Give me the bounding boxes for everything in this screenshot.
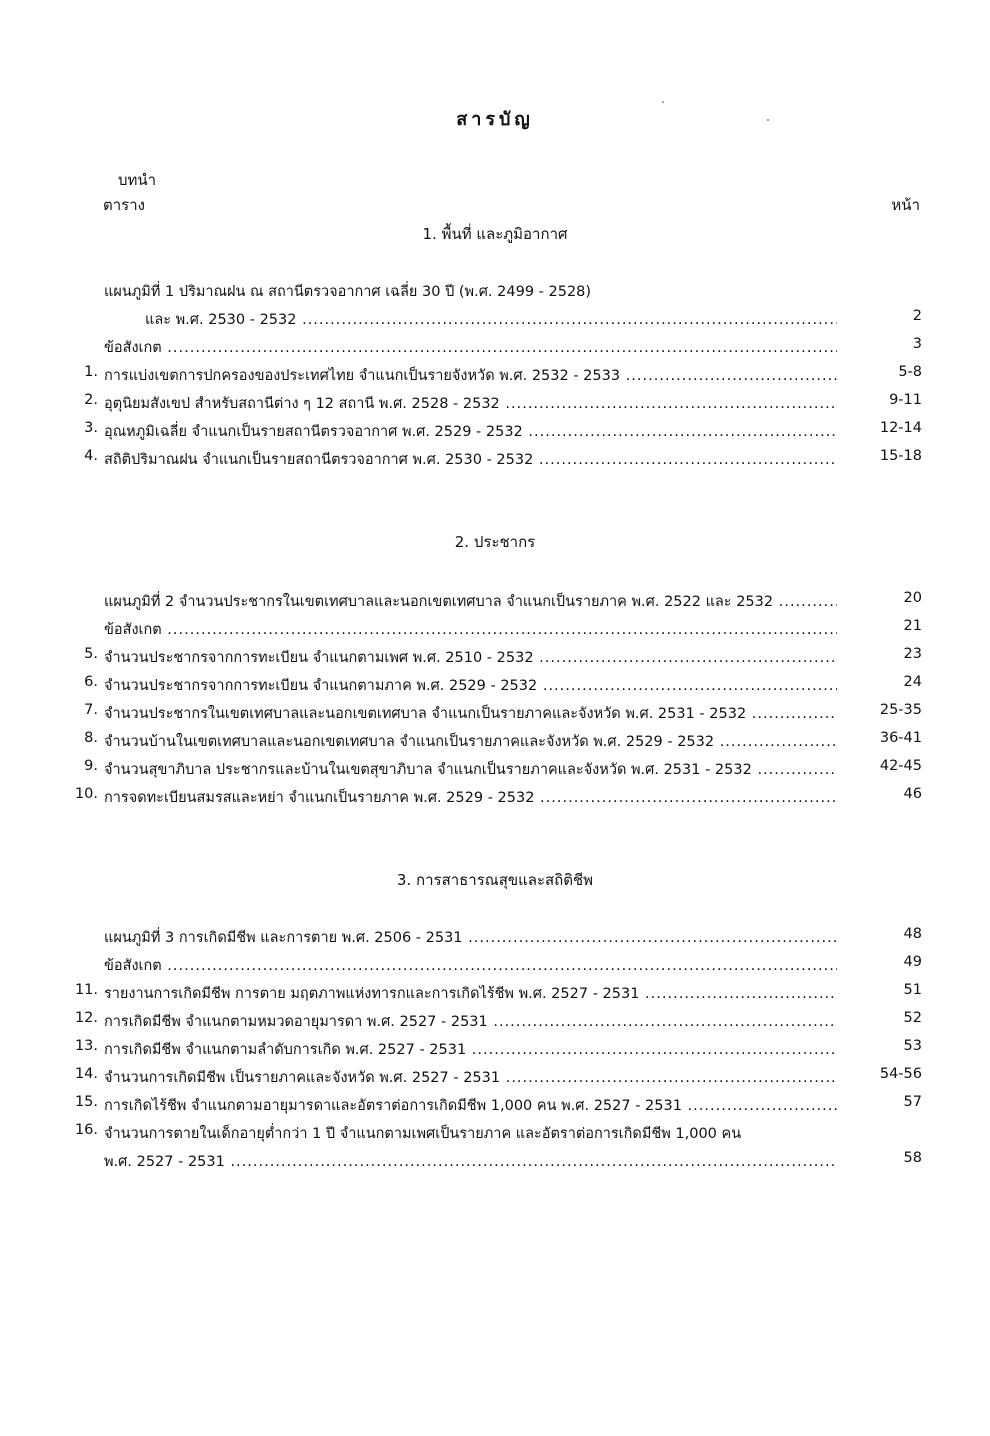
entry-title: และ พ.ศ. 2530 - 2532 ..... — [145, 308, 837, 331]
toc-entry[interactable] — [60, 392, 922, 418]
toc-entry[interactable] — [60, 730, 922, 756]
scan-speck — [662, 101, 664, 103]
entry-number: 14. — [74, 1066, 98, 1082]
entry-number: 11. — [74, 982, 98, 998]
entry-number: 6. — [84, 674, 98, 690]
entry-title: จำนวนการเกิดมีชีพ เป็นรายภาคและจังหวัด พ.ศ. 2527 - 2531 ..... — [104, 1066, 837, 1089]
entry-page-number: 2 — [912, 308, 922, 324]
entry-number: 12. — [74, 1010, 98, 1026]
entry-title: แผนภูมิที่ 1 ปริมาณฝน ณ สถานีตรวจอากาศ เฉลี่ย 30 ปี (พ.ศ. 2499 - 2528) — [104, 284, 592, 300]
entry-page-number: 23 — [903, 646, 922, 662]
entry-number: 7. — [84, 702, 98, 718]
entry-title: การเกิดมีชีพ จำแนกตามลำดับการเกิด พ.ศ. 2527 - 2531 ..... — [104, 1038, 837, 1061]
toc-entry[interactable] — [60, 448, 922, 474]
entry-number: 3. — [84, 420, 98, 436]
toc-entry[interactable] — [60, 982, 922, 1008]
section-heading: 1. พื้นที่ และภูมิอากาศ — [422, 225, 568, 243]
toc-entry[interactable] — [60, 1038, 922, 1064]
entry-title: สถิติปริมาณฝน จำแนกเป็นรายสถานีตรวจอากาศ พ.ศ. 2530 - 2532 ..... — [104, 448, 837, 471]
toc-entry[interactable] — [60, 954, 922, 980]
entry-page-number: 5-8 — [898, 364, 922, 380]
scan-speck — [767, 119, 769, 121]
toc-entry[interactable] — [60, 1150, 922, 1176]
entry-title: ข้อสังเกต ..... — [104, 618, 837, 641]
entry-number: 15. — [74, 1094, 98, 1110]
section-heading: 3. การสาธารณสุขและสถิติชีพ — [396, 871, 594, 889]
entry-title: การจดทะเบียนสมรสและหย่า จำแนกเป็นรายภาค พ.ศ. 2529 - 2532 ..... — [104, 786, 837, 809]
entry-title: อุณหภูมิเฉลี่ย จำแนกเป็นรายสถานีตรวจอากาศ พ.ศ. 2529 - 2532 ..... — [104, 420, 837, 443]
toc-entry[interactable] — [60, 1122, 922, 1148]
entry-title: จำนวนสุขาภิบาล ประชากรและบ้านในเขตสุขาภิบาล จำแนกเป็นรายภาคและจังหวัด พ.ศ. 2531 - 2532 ..... — [104, 758, 837, 781]
entry-page-number: 36-41 — [879, 730, 922, 746]
toc-entry[interactable] — [60, 308, 922, 334]
toc-entry[interactable] — [60, 758, 922, 784]
entry-page-number: 24 — [903, 674, 922, 690]
entry-title: รายงานการเกิดมีชีพ การตาย มฤตภาพแห่งทารกและการเกิดไร้ชีพ พ.ศ. 2527 - 2531 ..... — [104, 982, 837, 1005]
entry-page-number: 25-35 — [879, 702, 922, 718]
entry-title: จำนวนบ้านในเขตเทศบาลและนอกเขตเทศบาล จำแนกเป็นรายภาคและจังหวัด พ.ศ. 2529 - 2532 ..... — [104, 730, 837, 753]
entry-page-number: 15-18 — [879, 448, 922, 464]
entry-page-number: 21 — [903, 618, 922, 634]
entry-title: การแบ่งเขตการปกครองของประเทศไทย จำแนกเป็นรายจังหวัด พ.ศ. 2532 - 2533 ..... — [104, 364, 837, 387]
entry-title: อุตุนิยมสังเขป สำหรับสถานีต่าง ๆ 12 สถานี พ.ศ. 2528 - 2532 ..... — [104, 392, 837, 415]
entry-number: 9. — [84, 758, 98, 774]
entry-page-number: 9-11 — [889, 392, 922, 408]
section-heading: 2. ประชากร — [454, 533, 536, 551]
entry-title: การเกิดไร้ชีพ จำแนกตามอายุมารดาและอัตราต่อการเกิดมีชีพ 1,000 คน พ.ศ. 2527 - 2531 ..... — [104, 1094, 837, 1117]
entry-page-number: 51 — [903, 982, 922, 998]
toc-entry[interactable] — [60, 926, 922, 952]
entry-page-number: 12-14 — [879, 420, 922, 436]
toc-entry[interactable] — [60, 336, 922, 362]
entry-title: การเกิดมีชีพ จำแนกตามหมวดอายุมารดา พ.ศ. 2527 - 2531 ..... — [104, 1010, 837, 1033]
entry-title: จำนวนประชากรจากการทะเบียน จำแนกตามภาค พ.ศ. 2529 - 2532 ..... — [104, 674, 837, 697]
toc-entry[interactable] — [60, 280, 922, 306]
table-label: ตาราง — [103, 196, 145, 214]
toc-entry[interactable] — [60, 674, 922, 700]
entry-title: จำนวนการตายในเด็กอายุต่ำกว่า 1 ปี จำแนกตามเพศเป็นรายภาค และอัตราต่อการเกิดมีชีพ 1,000 คน — [104, 1126, 742, 1142]
intro-label: บทนำ — [118, 171, 157, 189]
toc-entry[interactable] — [60, 1066, 922, 1092]
entry-page-number: 46 — [903, 786, 922, 802]
toc-entry[interactable] — [60, 1094, 922, 1120]
entry-page-number: 53 — [903, 1038, 922, 1054]
entry-page-number: 52 — [903, 1010, 922, 1026]
entry-title: แผนภูมิที่ 3 การเกิดมีชีพ และการตาย พ.ศ. 2506 - 2531 ..... — [104, 926, 837, 949]
entry-page-number: 20 — [903, 590, 922, 606]
entry-page-number: 58 — [903, 1150, 922, 1166]
entry-page-number: 42-45 — [879, 758, 922, 774]
page-title: สารบัญ — [456, 109, 534, 130]
entry-page-number: 57 — [903, 1094, 922, 1110]
entry-page-number: 48 — [903, 926, 922, 942]
entry-number: 10. — [74, 786, 98, 802]
entry-title: จำนวนประชากรจากการทะเบียน จำแนกตามเพศ พ.ศ. 2510 - 2532 ..... — [104, 646, 837, 669]
toc-entry[interactable] — [60, 590, 922, 616]
toc-entry[interactable] — [60, 646, 922, 672]
entry-number: 16. — [74, 1122, 98, 1138]
toc-entry[interactable] — [60, 702, 922, 728]
entry-title: ข้อสังเกต ..... — [104, 954, 837, 977]
toc-entry[interactable] — [60, 420, 922, 446]
toc-entry[interactable] — [60, 786, 922, 812]
entry-number: 1. — [84, 364, 98, 380]
entry-title: พ.ศ. 2527 - 2531 ..... — [104, 1150, 837, 1173]
entry-page-number: 54-56 — [879, 1066, 922, 1082]
entry-number: 4. — [84, 448, 98, 464]
entry-number: 8. — [84, 730, 98, 746]
entry-number: 2. — [84, 392, 98, 408]
entry-number: 13. — [74, 1038, 98, 1054]
entry-page-number: 49 — [903, 954, 922, 970]
page-column-label: หน้า — [891, 196, 920, 214]
entry-title: ข้อสังเกต ..... — [104, 336, 837, 359]
entry-page-number: 3 — [912, 336, 922, 352]
entry-number: 5. — [84, 646, 98, 662]
entry-title: จำนวนประชากรในเขตเทศบาลและนอกเขตเทศบาล จำแนกเป็นรายภาคและจังหวัด พ.ศ. 2531 - 2532 ..... — [104, 702, 837, 725]
toc-entry[interactable] — [60, 364, 922, 390]
entry-title: แผนภูมิที่ 2 จำนวนประชากรในเขตเทศบาลและนอกเขตเทศบาล จำแนกเป็นรายภาค พ.ศ. 2522 และ 2532 ..... — [104, 590, 837, 613]
toc-entry[interactable] — [60, 1010, 922, 1036]
toc-entry[interactable] — [60, 618, 922, 644]
